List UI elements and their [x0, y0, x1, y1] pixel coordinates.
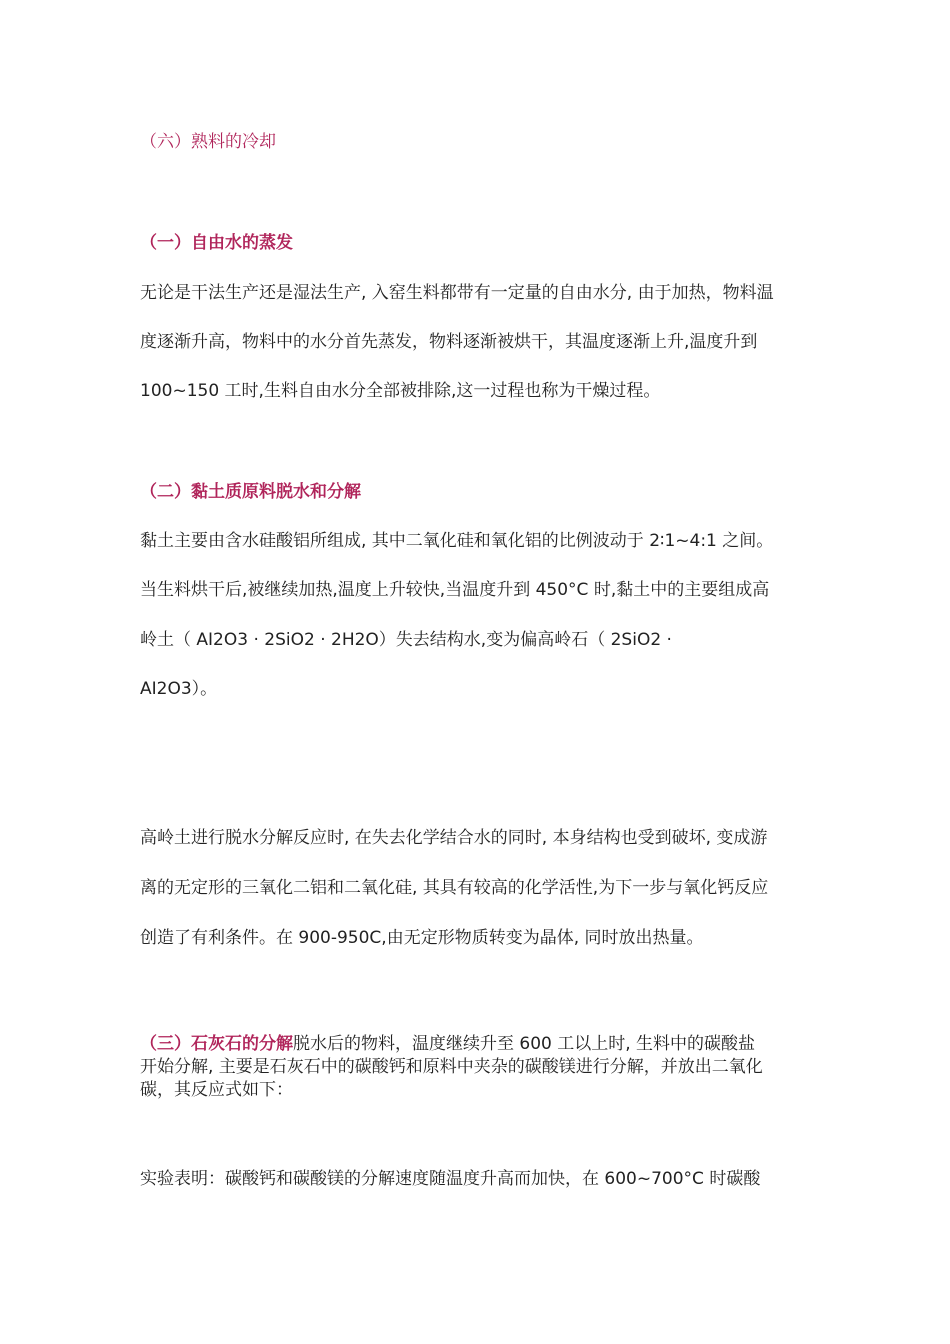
top-heading: （六）熟料的冷却	[140, 132, 276, 152]
section-3-inline-text: 脱水后的物料，温度继续升至 600 工以上时, 生料中的碳酸盐	[293, 1034, 756, 1054]
section-1-line-2: 度逐渐升高，物料中的水分首先蒸发，物料逐渐被烘干，其温度逐渐上升,温度升到	[140, 332, 758, 352]
section-1-line-3: 100~150 工时,生料自由水分全部被排除,这一过程也称为干燥过程。	[140, 381, 661, 401]
section-2-cont-line-2: 离的无定形的三氧化二铝和二氧化硅, 其具有较高的化学活性,为下一步与氧化钙反应	[140, 878, 769, 898]
experiment-line: 实验表明：碳酸钙和碳酸镁的分解速度随温度升高而加快，在 600~700°C 时碳酸	[140, 1169, 761, 1189]
section-2-line-4: AI2O3）。	[140, 679, 218, 699]
section-2-line-3: 岭土（ AI2O3 · 2SiO2 · 2H2O）失去结构水,变为偏高岭石（ 2SiO2 ·	[140, 630, 672, 650]
section-2-heading: （二）黏土质原料脱水和分解	[140, 482, 361, 502]
section-2-cont-line-3: 创造了有利条件。在 900-950C,由无定形物质转变为晶体, 同时放出热量。	[140, 928, 704, 948]
section-3-heading: （三）石灰石的分解	[140, 1034, 293, 1054]
section-2-line-1: 黏土主要由含水硅酸铝所组成, 其中二氧化硅和氧化铝的比例波动于 2∶1~4:1 之间。	[140, 531, 774, 551]
section-3-first-line	[140, 1033, 755, 1056]
section-2-line-2: 当生料烘干后,被继续加热,温度上升较快,当温度升到 450°C 时,黏土中的主要组成高	[140, 580, 770, 600]
section-3-line-2: 开始分解, 主要是石灰石中的碳酸钙和原料中夹杂的碳酸镁进行分解，并放出二氧化	[140, 1057, 763, 1077]
section-1-line-1: 无论是干法生产还是湿法生产, 入窑生料都带有一定量的自由水分, 由于加热，物料温	[140, 283, 774, 303]
section-1-heading: （一）自由水的蒸发	[140, 233, 293, 253]
section-2-cont-line-1: 高岭土进行脱水分解反应时, 在失去化学结合水的同时, 本身结构也受到破坏, 变成游	[140, 828, 768, 848]
section-3-line-3: 碳，其反应式如下：	[140, 1080, 293, 1100]
